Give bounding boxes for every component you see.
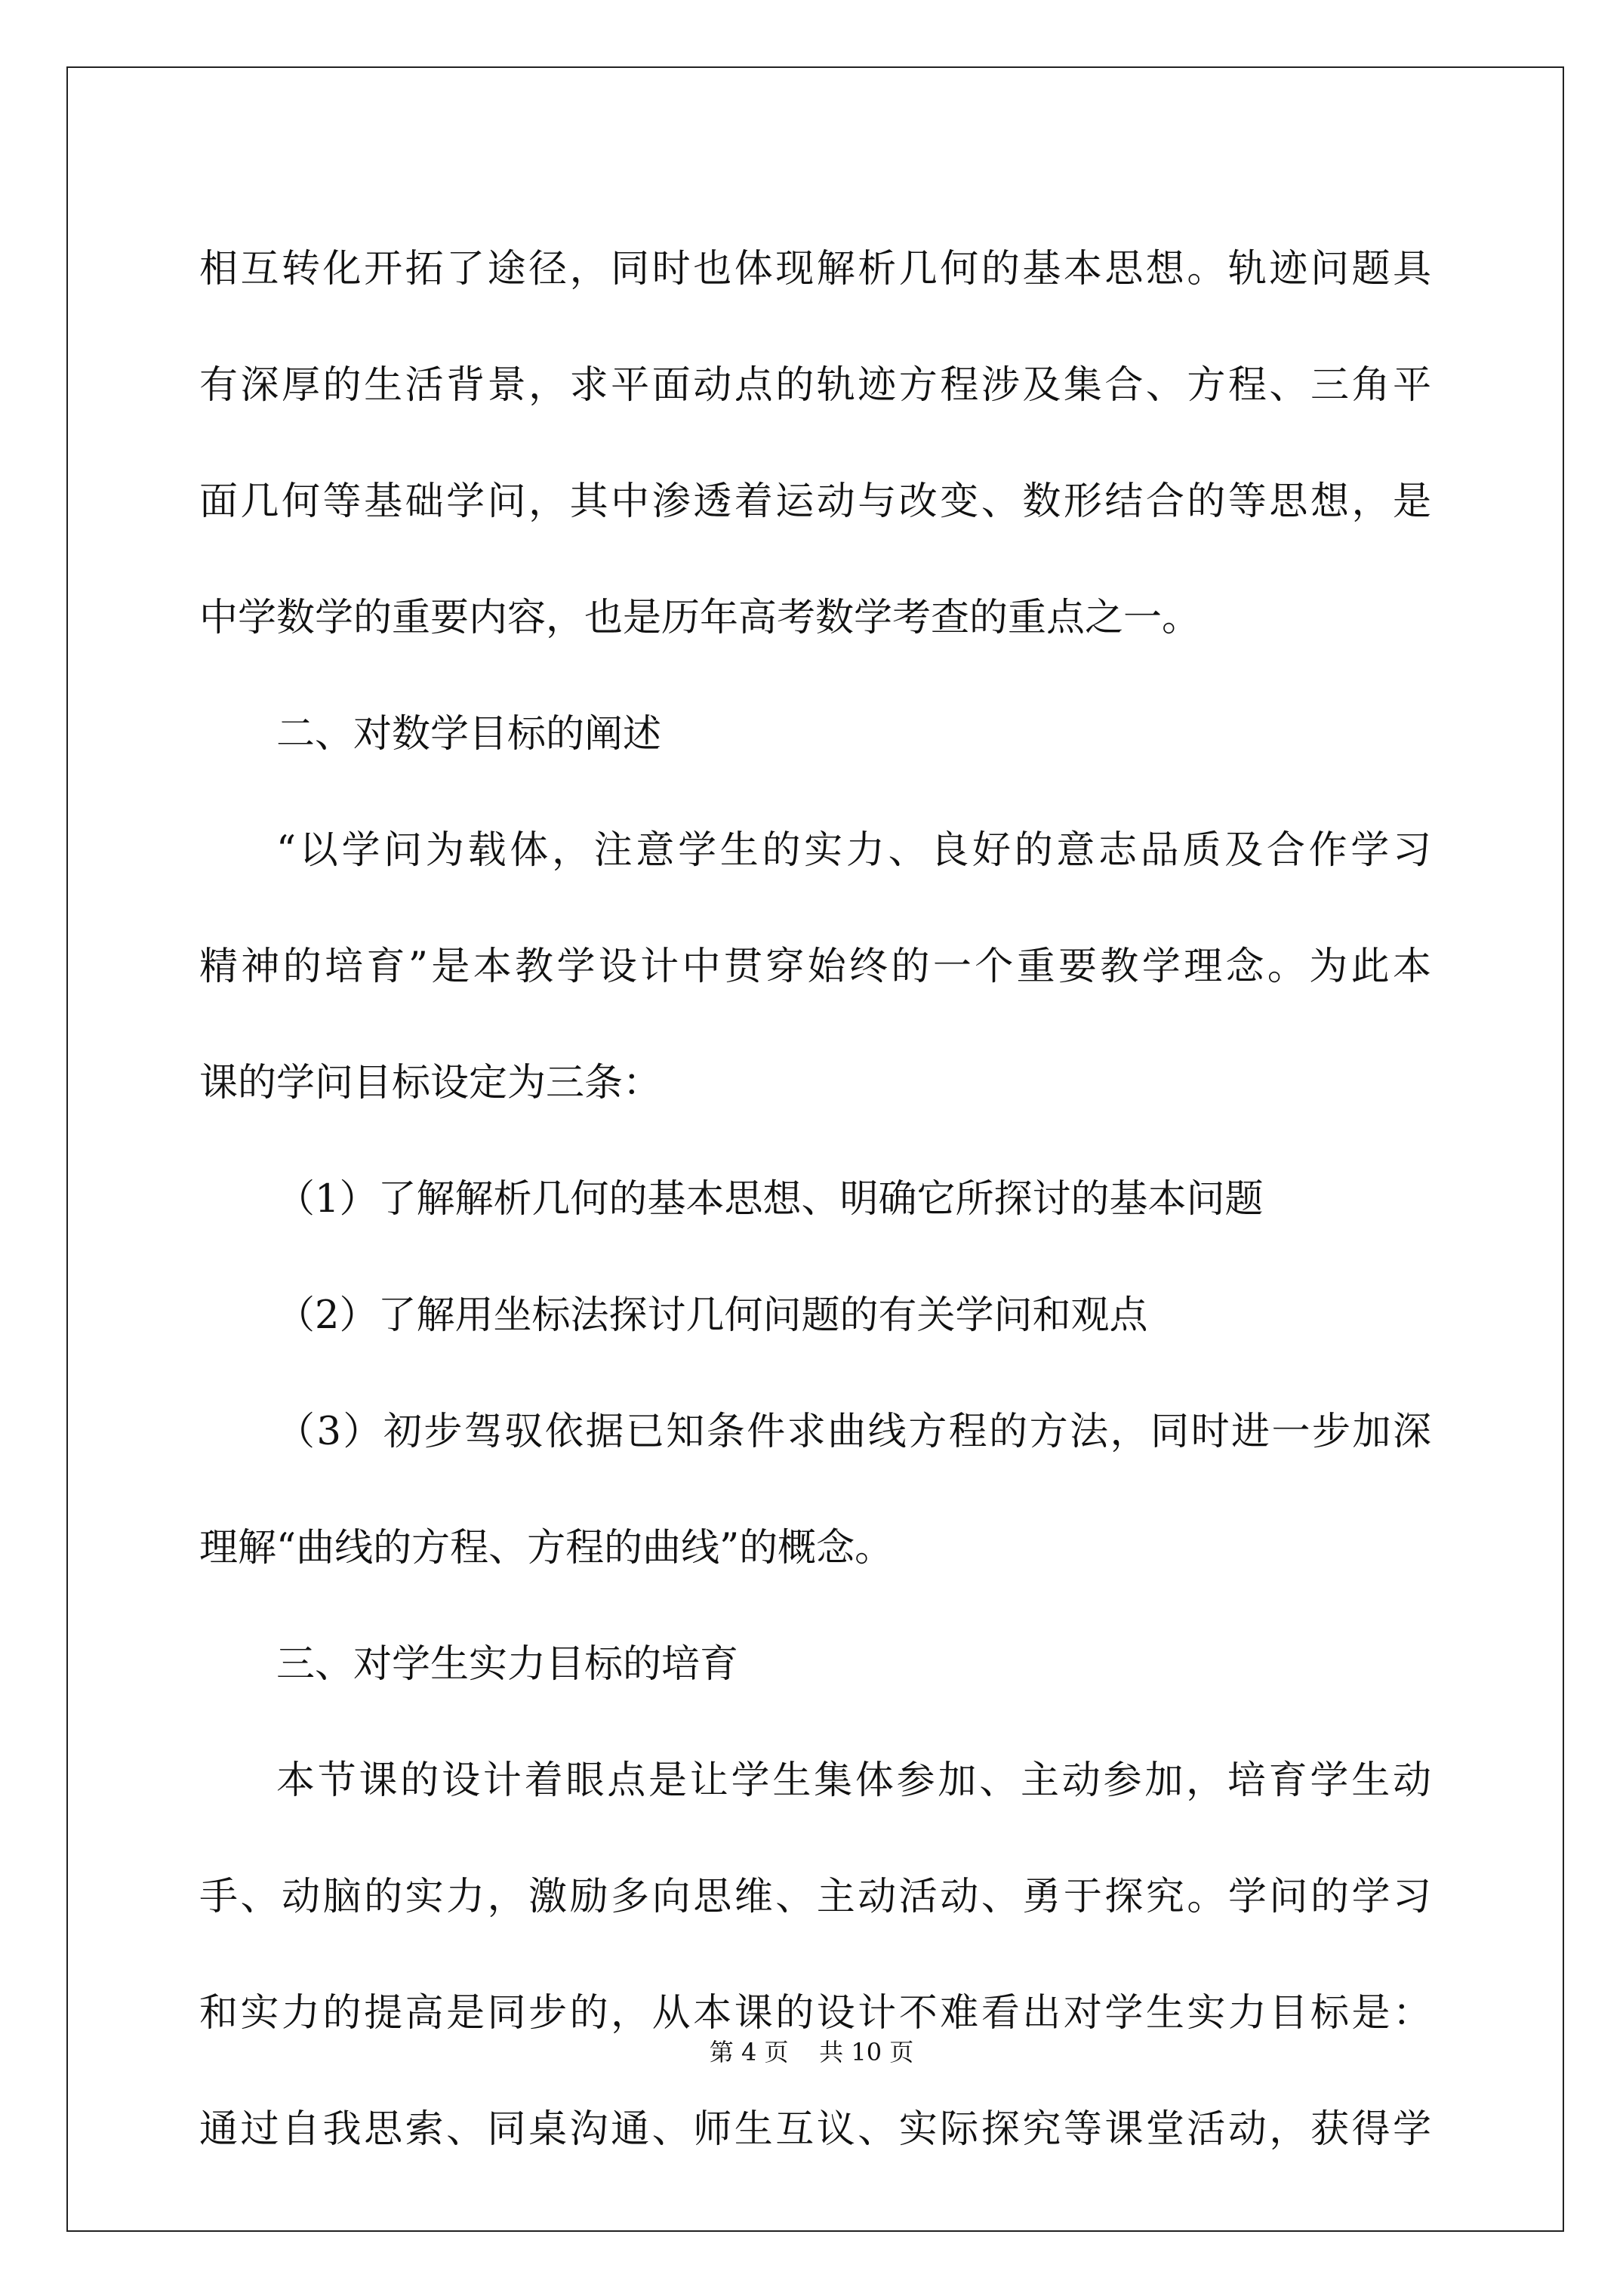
list-item: （1）了解解析几何的基本思想、明确它所探讨的基本问题 (276, 1177, 1264, 1222)
section-heading: 三、对学生实力目标的培育 (276, 1642, 739, 1687)
paragraph-line: 有深厚的生活背景，求平面动点的轨迹方程涉及集合、方程、三角平 (199, 363, 1431, 408)
list-item: （3）初步驾驭依据已知条件求曲线方程的方法，同时进一步加深 (276, 1410, 1431, 1454)
paragraph-line: 和实力的提高是同步的，从本课的设计不难看出对学生实力目标是： (199, 1991, 1431, 2036)
paragraph-line: 面几何等基础学问，其中渗透着运动与改变、数形结合的等思想，是 (199, 479, 1431, 524)
section-heading: 二、对数学目标的阐述 (276, 712, 662, 757)
page-number: 第 4 页 共 10 页 (709, 2038, 914, 2066)
list-item: （2）了解用坐标法探讨几何问题的有关学问和观点 (276, 1293, 1148, 1338)
paragraph-line: 通过自我思索、同桌沟通、师生互议、实际探究等课堂活动，获得学 (199, 2107, 1431, 2152)
paragraph-line: “以学问为载体，注意学生的实力、良好的意志品质及合作学习 (276, 828, 1431, 873)
document-body (199, 211, 1431, 2188)
page-footer (0, 2033, 1623, 2068)
paragraph-line: 课的学问目标设定为三条： (199, 1061, 662, 1105)
paragraph-line: 精神的培育”是本教学设计中贯穿始终的一个重要教学理念。为此本 (199, 945, 1431, 989)
paragraph-line: 中学数学的重要内容，也是历年高考数学考查的重点之一。 (199, 596, 1201, 640)
paragraph-line: 理解“曲线的方程、方程的曲线”的概念。 (199, 1526, 894, 1570)
paragraph-line: 相互转化开拓了途径，同时也体现解析几何的基本思想。轨迹问题具 (199, 247, 1431, 291)
paragraph-line: 手、动脑的实力，激励多向思维、主动活动、勇于探究。学问的学习 (199, 1875, 1431, 1919)
paragraph-line: 本节课的设计着眼点是让学生集体参加、主动参加，培育学生动 (276, 1758, 1431, 1803)
